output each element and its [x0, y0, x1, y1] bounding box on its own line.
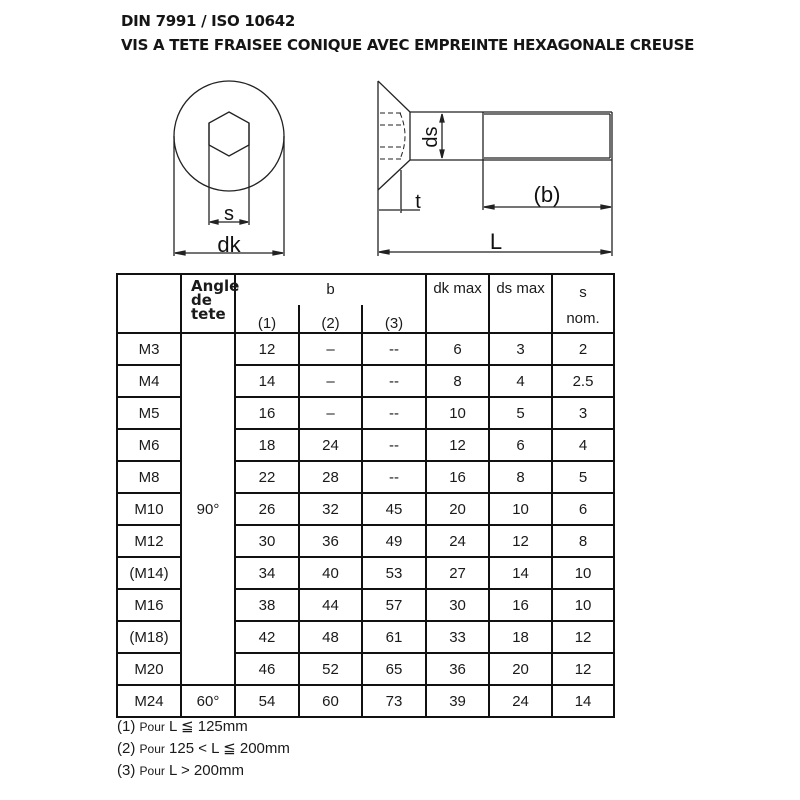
standard-title: DIN 7991 / ISO 10642: [121, 12, 296, 30]
dimensions-table: [116, 273, 615, 718]
header-nom: nom.: [566, 310, 600, 327]
cell-b1: 12: [235, 333, 299, 365]
cell-s: 8: [552, 525, 614, 557]
footnote-number: (2): [117, 740, 136, 757]
cell-size: M10: [117, 493, 181, 525]
cell-s: 2.5: [552, 365, 614, 397]
cell-s: 10: [552, 589, 614, 621]
header-angle: [181, 274, 240, 333]
cell-b3: 65: [362, 653, 426, 685]
header-angle-line1: Angle: [191, 277, 240, 295]
cell-dk: 24: [426, 525, 489, 557]
footnote-pour: Pour: [139, 720, 165, 734]
header-s: s: [579, 284, 587, 301]
cell-dk: 39: [426, 685, 489, 717]
cell-b1: 26: [235, 493, 299, 525]
cell-b1: 54: [235, 685, 299, 717]
cell-b3: --: [362, 461, 426, 493]
cell-dk: 6: [426, 333, 489, 365]
ds-dimension-label: ds: [420, 126, 442, 148]
cell-b3: --: [362, 365, 426, 397]
cell-size: M16: [117, 589, 181, 621]
cell-size: M12: [117, 525, 181, 557]
header-b: b: [235, 274, 426, 305]
cell-b3: 53: [362, 557, 426, 589]
footnote-pour: Pour: [139, 742, 165, 756]
cell-b2: –: [299, 333, 362, 365]
cell-b3: 57: [362, 589, 426, 621]
cell-s: 3: [552, 397, 614, 429]
t-dimension-label: t: [415, 191, 421, 213]
cell-b2: 36: [299, 525, 362, 557]
footnote-condition: 125 < L ≦ 200mm: [169, 740, 290, 757]
footnote-condition: L ≦ 125mm: [169, 718, 248, 735]
cell-b2: 24: [299, 429, 362, 461]
cell-angle-60: 60°: [181, 685, 235, 717]
table-row: [117, 333, 614, 365]
cell-b2: 40: [299, 557, 362, 589]
top-view-drawing: [174, 81, 284, 256]
L-dimension-label: L: [489, 229, 503, 254]
footnote-pour: Pour: [139, 764, 165, 778]
cell-b3: 73: [362, 685, 426, 717]
cell-b1: 14: [235, 365, 299, 397]
header-b3: (3): [362, 305, 426, 333]
screw-technical-drawing: [0, 0, 800, 270]
header-b2: (2): [299, 305, 362, 333]
cell-b3: --: [362, 333, 426, 365]
table-row: [117, 685, 614, 717]
b-dimension-label: (b): [533, 182, 561, 207]
cell-angle-90: 90°: [181, 333, 235, 685]
header-s-nom: [552, 274, 614, 333]
cell-ds: 14: [489, 557, 552, 589]
cell-ds: 10: [489, 493, 552, 525]
footnote-1: [117, 716, 290, 738]
cell-size: (M14): [117, 557, 181, 589]
cell-b2: 44: [299, 589, 362, 621]
footnote-number: (3): [117, 762, 136, 779]
cell-b1: 16: [235, 397, 299, 429]
header-angle-line2: de: [191, 291, 212, 309]
cell-ds: 3: [489, 333, 552, 365]
cell-dk: 8: [426, 365, 489, 397]
cell-ds: 18: [489, 621, 552, 653]
cell-dk: 27: [426, 557, 489, 589]
cell-b2: 60: [299, 685, 362, 717]
cell-b1: 46: [235, 653, 299, 685]
cell-b1: 38: [235, 589, 299, 621]
cell-b3: --: [362, 429, 426, 461]
cell-size: (M18): [117, 621, 181, 653]
cell-ds: 12: [489, 525, 552, 557]
cell-b1: 42: [235, 621, 299, 653]
header-angle-line3: tete: [191, 305, 226, 323]
cell-ds: 5: [489, 397, 552, 429]
cell-size: M20: [117, 653, 181, 685]
cell-b3: --: [362, 397, 426, 429]
cell-ds: 24: [489, 685, 552, 717]
cell-b1: 22: [235, 461, 299, 493]
cell-s: 2: [552, 333, 614, 365]
table-header-row: [117, 274, 614, 305]
cell-b2: 28: [299, 461, 362, 493]
cell-s: 6: [552, 493, 614, 525]
cell-ds: 20: [489, 653, 552, 685]
cell-size: M8: [117, 461, 181, 493]
cell-b3: 49: [362, 525, 426, 557]
cell-s: 12: [552, 653, 614, 685]
cell-b2: –: [299, 365, 362, 397]
cell-size: M3: [117, 333, 181, 365]
cell-dk: 10: [426, 397, 489, 429]
cell-b2: 32: [299, 493, 362, 525]
footnote-3: [117, 760, 290, 782]
cell-dk: 36: [426, 653, 489, 685]
cell-s: 14: [552, 685, 614, 717]
footnote-condition: L > 200mm: [169, 762, 244, 779]
cell-size: M4: [117, 365, 181, 397]
cell-b1: 34: [235, 557, 299, 589]
cell-ds: 8: [489, 461, 552, 493]
cell-ds: 16: [489, 589, 552, 621]
header-size: [117, 274, 181, 333]
cell-size: M24: [117, 685, 181, 717]
product-title: VIS A TETE FRAISEE CONIQUE AVEC EMPREINTE HEXAGONALE CREUSE: [121, 36, 695, 54]
cell-s: 5: [552, 461, 614, 493]
cell-s: 4: [552, 429, 614, 461]
header-b1: (1): [235, 305, 299, 333]
cell-dk: 12: [426, 429, 489, 461]
cell-b3: 45: [362, 493, 426, 525]
cell-b1: 30: [235, 525, 299, 557]
cell-s: 12: [552, 621, 614, 653]
cell-b1: 18: [235, 429, 299, 461]
cell-b3: 61: [362, 621, 426, 653]
cell-dk: 30: [426, 589, 489, 621]
cell-dk: 20: [426, 493, 489, 525]
cell-size: M5: [117, 397, 181, 429]
cell-b2: –: [299, 397, 362, 429]
cell-size: M6: [117, 429, 181, 461]
dk-dimension-label: dk: [217, 232, 241, 257]
cell-b2: 52: [299, 653, 362, 685]
cell-b2: 48: [299, 621, 362, 653]
cell-dk: 33: [426, 621, 489, 653]
header-ds-max: ds max: [489, 274, 552, 333]
footnotes: [117, 716, 290, 782]
cell-s: 10: [552, 557, 614, 589]
cell-ds: 4: [489, 365, 552, 397]
cell-ds: 6: [489, 429, 552, 461]
header-dk-max: dk max: [426, 274, 489, 333]
footnote-number: (1): [117, 718, 136, 735]
footnote-2: [117, 738, 290, 760]
cell-dk: 16: [426, 461, 489, 493]
s-dimension-label: s: [224, 203, 234, 225]
